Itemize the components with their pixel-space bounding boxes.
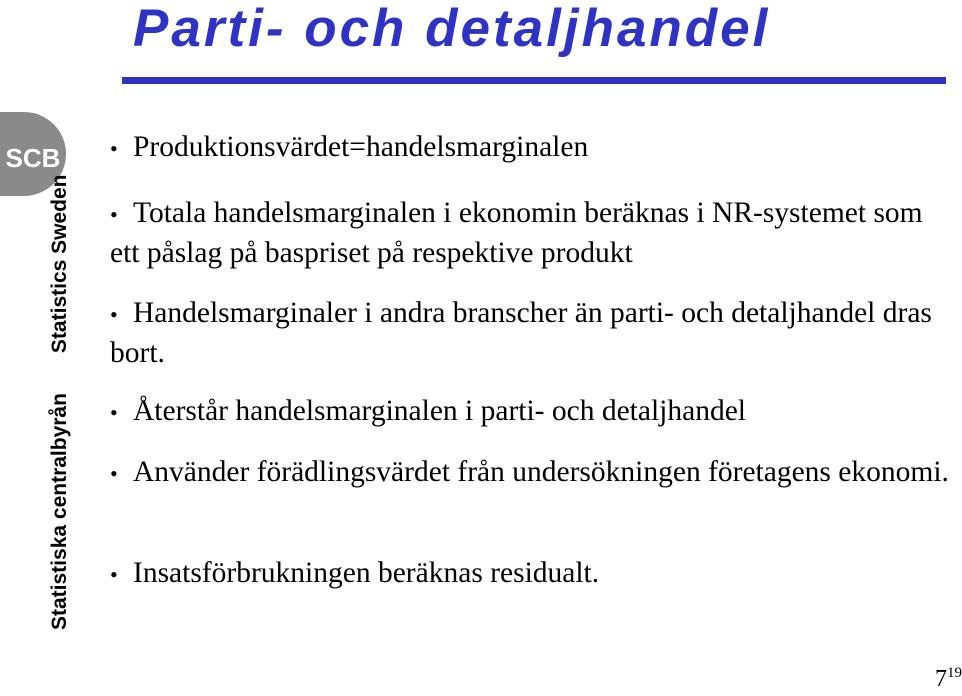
bullet-text: Handelsmarginaler i andra branscher än parti- och detaljhandel dras bort.	[110, 297, 932, 369]
bullet-item: • Använder förädlingsvärdet från undersökningen företagens ekonomi.	[110, 456, 949, 488]
bullet-text: Återstår handelsmarginalen i parti- och detaljhandel	[133, 395, 746, 427]
bullet-text: Produktionsvärdet=handelsmarginalen	[133, 131, 589, 163]
page-number	[935, 666, 962, 691]
bullet-item: • Totala handelsmarginalen i ekonomin beräknas i NR-systemet som ett påslag på baspriset på respektive produkt	[110, 197, 923, 269]
page-number-main: 7	[935, 666, 947, 692]
bullet-item: • Handelsmarginaler i andra branscher än parti- och detaljhandel dras bort.	[110, 297, 932, 369]
org-name-en: Statistics Sweden	[48, 174, 71, 354]
bullet-item: • Återstår handelsmarginalen i parti- och detaljhandel	[110, 395, 746, 427]
logo-text: SCB	[5, 143, 61, 173]
bullet-text: Insatsförbrukningen beräknas residualt.	[133, 557, 600, 589]
bullet-item: • Insatsförbrukningen beräknas residualt.	[110, 557, 600, 589]
org-name-sv: Statistiska centralbyrån	[48, 393, 71, 630]
page-number-superscript: 19	[947, 665, 962, 681]
bullet-text: Använder förädlingsvärdet från undersökningen företagens ekonomi.	[133, 456, 949, 488]
sidebar-org-name	[48, 175, 72, 631]
title-underline	[122, 77, 946, 84]
bullet-list	[110, 128, 955, 594]
slide-title: Parti- och detaljhandel	[133, 0, 771, 58]
bullet-text: Totala handelsmarginalen i ekonomin beräknas i NR-systemet som ett påslag på baspriset på respektive produkt	[110, 197, 923, 269]
bullet-item: • Produktionsvärdet=handelsmarginalen	[110, 131, 589, 163]
